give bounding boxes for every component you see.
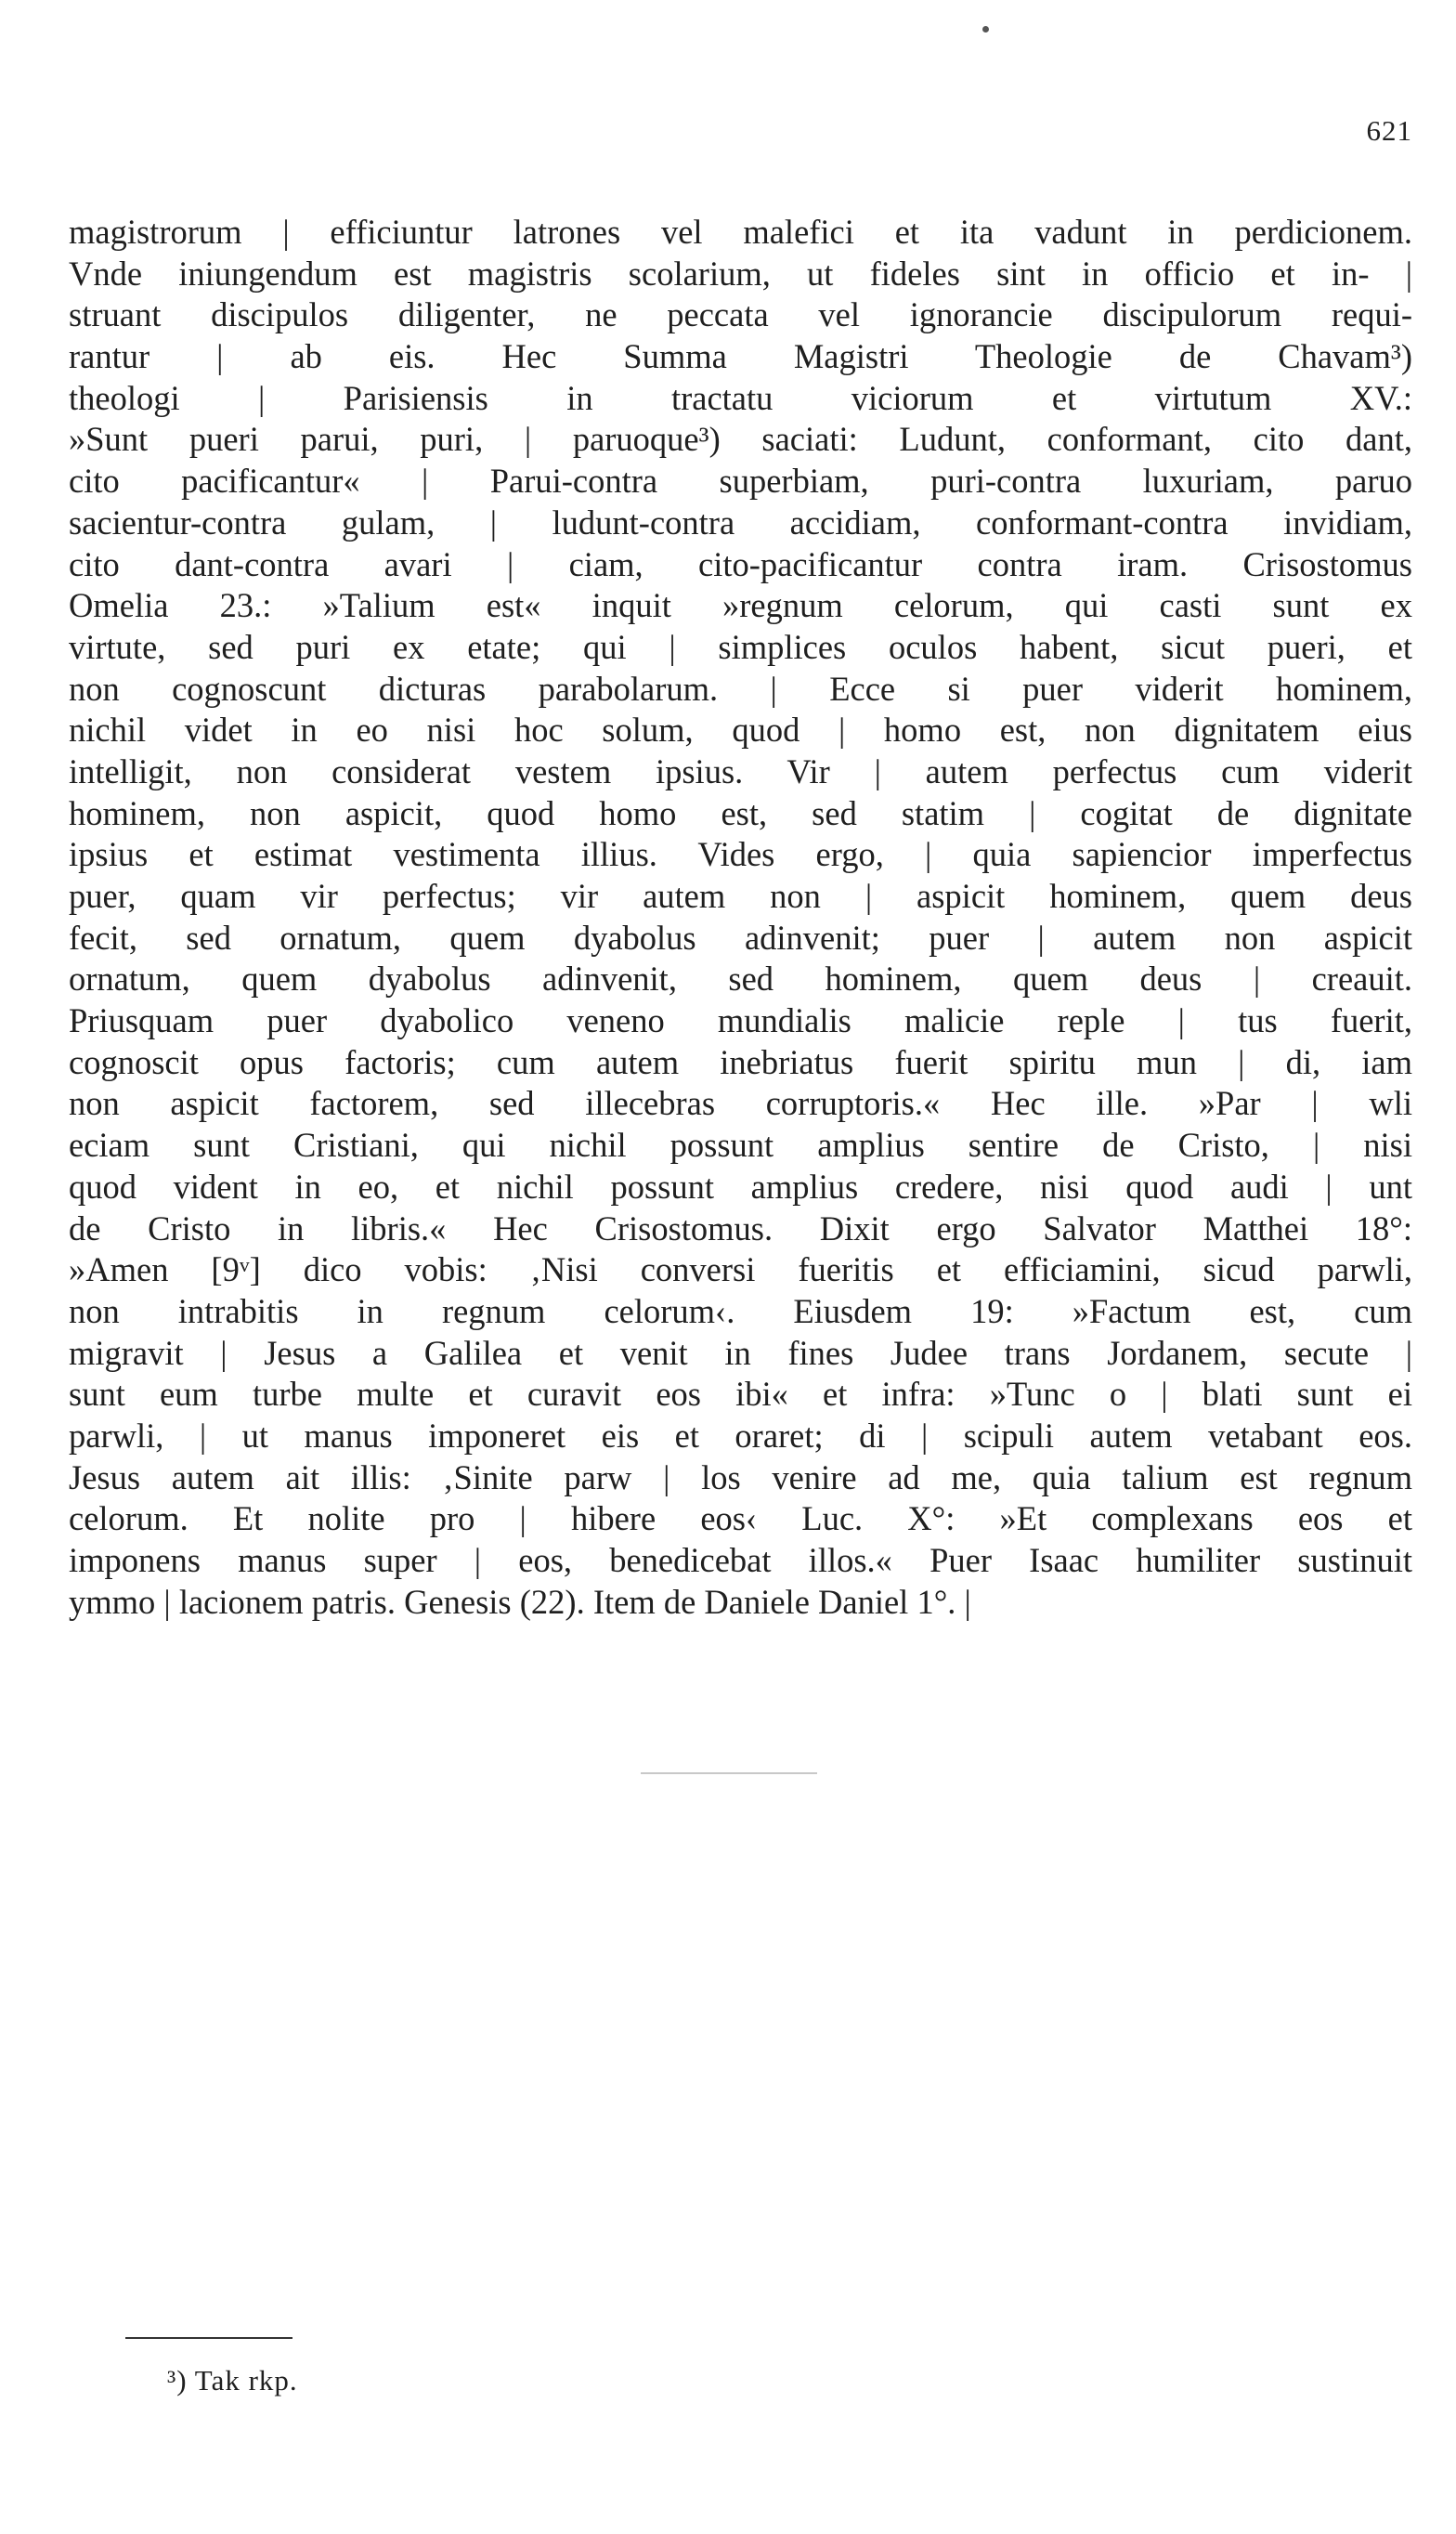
page-number: 621: [1366, 114, 1412, 147]
text-line: celorum. Et nolite pro | hibere eos‹ Luc. X°: »Et complexans eos et: [69, 1499, 1412, 1538]
text-line: magistrorum | efficiuntur latrones vel malefici et ita vadunt in perdicionem.: [69, 213, 1412, 251]
text-line: non cognoscunt dicturas parabolarum. | Ecce si puer viderit hominem,: [69, 669, 1412, 708]
text-line: cito pacificantur« | Parui-contra superbiam, puri-contra luxuriam, paruo: [69, 462, 1412, 501]
text-line: nichil videt in eo nisi hoc solum, quod | homo est, non dignitatem eius: [69, 711, 1412, 750]
text-line: sacientur-contra gulam, | ludunt-contra accidiam, conformant-contra invidiam,: [69, 503, 1412, 542]
footnote-rule: [125, 2337, 292, 2339]
text-line: theologi | Parisiensis in tractatu viciorum et virtutum XV.:: [69, 378, 1412, 417]
speck-mark: [982, 26, 989, 33]
text-line: »Amen [9ᵛ] dico vobis: ‚Nisi conversi fueritis et efficiamini, sicud parwli,: [69, 1250, 1412, 1289]
main-text-block: [69, 212, 1412, 1623]
text-line: quod vident in eo, et nichil possunt amplius credere, nisi quod audi | unt: [69, 1167, 1412, 1206]
text-line: virtute, sed puri ex etate; qui | simplices oculos habent, sicut pueri, et: [69, 627, 1412, 666]
text-line: sunt eum turbe multe et curavit eos ibi« et infra: »Tunc o | blati sunt ei: [69, 1375, 1412, 1414]
text-line: ornatum, quem dyabolus adinvenit, sed hominem, quem deus | creauit.: [69, 960, 1412, 999]
text-line: intelligit, non considerat vestem ipsius. Vir | autem perfectus cum viderit: [69, 751, 1412, 790]
text-line: fecit, sed ornatum, quem dyabolus adinvenit; puer | autem non aspicit: [69, 918, 1412, 957]
text-line: eciam sunt Cristiani, qui nichil possunt amplius sentire de Cristo, | nisi: [69, 1126, 1412, 1165]
text-line: struant discipulos diligenter, ne peccata vel ignorancie discipulorum requi-: [69, 295, 1412, 334]
text-line: puer, quam vir perfectus; vir autem non | aspicit hominem, quem deus: [69, 877, 1412, 915]
text-line: Jesus autem ait illis: ‚Sinite parw | los venire ad me, quia talium est regnum: [69, 1457, 1412, 1496]
text-line: hominem, non aspicit, quod homo est, sed statim | cogitat de dignitate: [69, 793, 1412, 832]
text-line: Priusquam puer dyabolico veneno mundialis malicie reple | tus fuerit,: [69, 1001, 1412, 1040]
text-line: ymmo | lacionem patris. Genesis (22). Item de Daniele Daniel 1°. |: [69, 1582, 971, 1621]
text-line: non aspicit factorem, sed illecebras corruptoris.« Hec ille. »Par | wli: [69, 1084, 1412, 1123]
text-line: »Sunt pueri parui, puri, | paruoque³) saciati: Ludunt, conformant, cito dant,: [69, 420, 1412, 459]
text-line: Omelia 23.: »Talium est« inquit »regnum celorum, qui casti sunt ex: [69, 586, 1412, 625]
text-line: imponens manus super | eos, benedicebat illos.« Puer Isaac humiliter sustinuit: [69, 1541, 1412, 1579]
text-line: de Cristo in libris.« Hec Crisostomus. Dixit ergo Salvator Matthei 18°:: [69, 1208, 1412, 1247]
footnote: ³) Tak rkp.: [167, 2364, 298, 2397]
text-line: cito dant-contra avari | ciam, cito-pacificantur contra iram. Crisostomus: [69, 544, 1412, 583]
text-line: rantur | ab eis. Hec Summa Magistri Theologie de Chavam³): [69, 337, 1412, 376]
text-line: parwli, | ut manus imponeret eis et oraret; di | scipuli autem vetabant eos.: [69, 1416, 1412, 1455]
text-line: Vnde iniungendum est magistris scolarium, ut fideles sint in officio et in- |: [69, 254, 1412, 293]
text-line: ipsius et estimat vestimenta illius. Vides ergo, | quia sapiencior imperfectus: [69, 835, 1412, 874]
text-line: non intrabitis in regnum celorum‹. Eiusdem 19: »Factum est, cum: [69, 1291, 1412, 1330]
text-line: migravit | Jesus a Galilea et venit in fines Judee trans Jordanem, secute |: [69, 1333, 1412, 1372]
text-line: cognoscit opus factoris; cum autem inebriatus fuerit spiritu mun | di, iam: [69, 1042, 1412, 1081]
section-divider: [641, 1772, 817, 1774]
